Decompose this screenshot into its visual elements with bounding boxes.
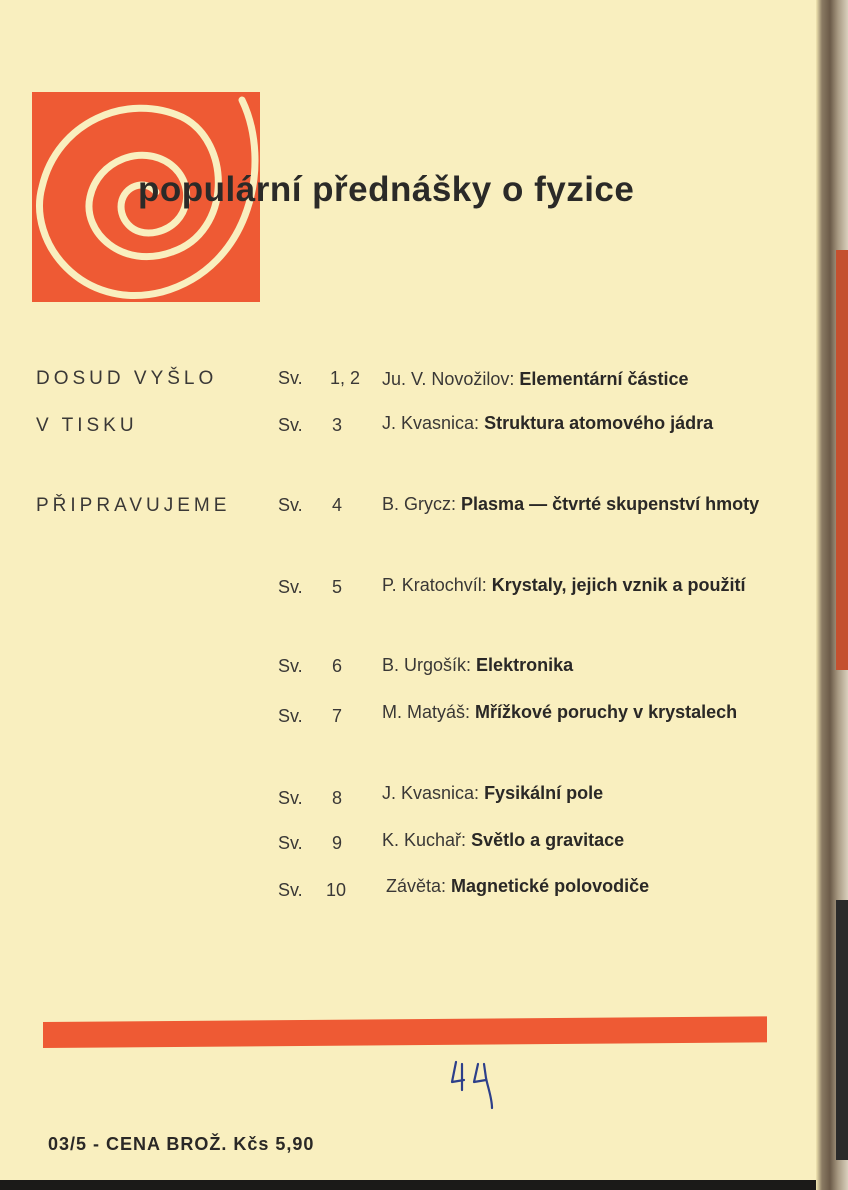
spine-stripe [836,900,848,1160]
entry-author: B. Urgošík: [382,655,472,675]
list-item [382,647,767,683]
volume-prefix: Sv. [278,880,303,900]
volume-prefix: Sv. [278,788,303,808]
list-item [386,868,771,904]
volume-num: 4 [332,495,343,515]
list-item [382,567,767,603]
volume-prefix: Sv. [278,833,303,853]
volume-num: 5 [332,577,343,597]
volume-num: 10 [326,880,347,900]
entry-author: K. Kuchař: [382,830,467,850]
spine-stripe [836,250,848,670]
list-item [382,775,767,811]
book-spine [816,0,848,1190]
volume-prefix: Sv. [278,495,303,515]
entry-title: Fysikální pole [484,783,604,803]
volume-number [278,656,373,677]
entry-author: Závěta: [386,876,447,896]
list-item [382,361,767,397]
entry-author: Ju. V. Novožilov: [382,369,515,389]
section-label-preparing: PŘIPRAVUJEME [36,495,231,516]
entry-title: Mřížkové poruchy v krystalech [475,702,738,722]
entry-author: J. Kvasnica: [382,413,480,433]
volume-number [278,880,373,901]
section-label-published: DOSUD VYŠLO [36,368,218,389]
volume-prefix: Sv. [278,577,303,597]
volume-num: 9 [332,833,343,853]
entry-author: P. Kratochvíl: [382,575,487,595]
entry-title: Struktura atomového jádra [484,413,714,433]
entry-title: Magnetické polovodiče [451,876,650,896]
volume-number [278,495,373,516]
entry-title: Krystaly, jejich vznik a použití [491,575,746,595]
red-divider-bar [43,1016,767,1048]
list-item [382,486,767,522]
list-item [382,822,767,858]
volume-prefix: Sv. [278,656,303,676]
entry-author: J. Kvasnica: [382,783,480,803]
volume-prefix: Sv. [278,706,303,726]
list-item [382,405,767,441]
price-line: 03/5 - CENA BROŽ. Kčs 5,90 [48,1134,315,1154]
volume-num: 8 [332,788,343,808]
entry-author: B. Grycz: [382,494,457,514]
volume-num: 6 [332,656,343,676]
volume-num: 3 [332,415,343,435]
section-label-in-print: V TISKU [36,415,138,436]
volume-number [278,788,373,809]
entry-author: M. Matyáš: [382,702,471,722]
volume-number [278,415,373,436]
series-title: populární přednášky o fyzice [138,170,635,209]
entry-title: Plasma — čtvrté skupenství hmoty [461,494,760,514]
volume-number [278,577,373,598]
volume-number [278,706,373,727]
volume-num: 1, 2 [330,368,361,388]
volume-prefix: Sv. [278,368,303,388]
list-item [382,694,767,730]
volume-prefix: Sv. [278,415,303,435]
entry-title: Světlo a gravitace [471,830,625,850]
entry-title: Elektronika [476,655,574,675]
volume-number [278,368,373,389]
handwritten-note [448,1058,508,1112]
volume-number [278,833,373,854]
entry-title: Elementární částice [519,369,689,389]
volume-num: 7 [332,706,343,726]
